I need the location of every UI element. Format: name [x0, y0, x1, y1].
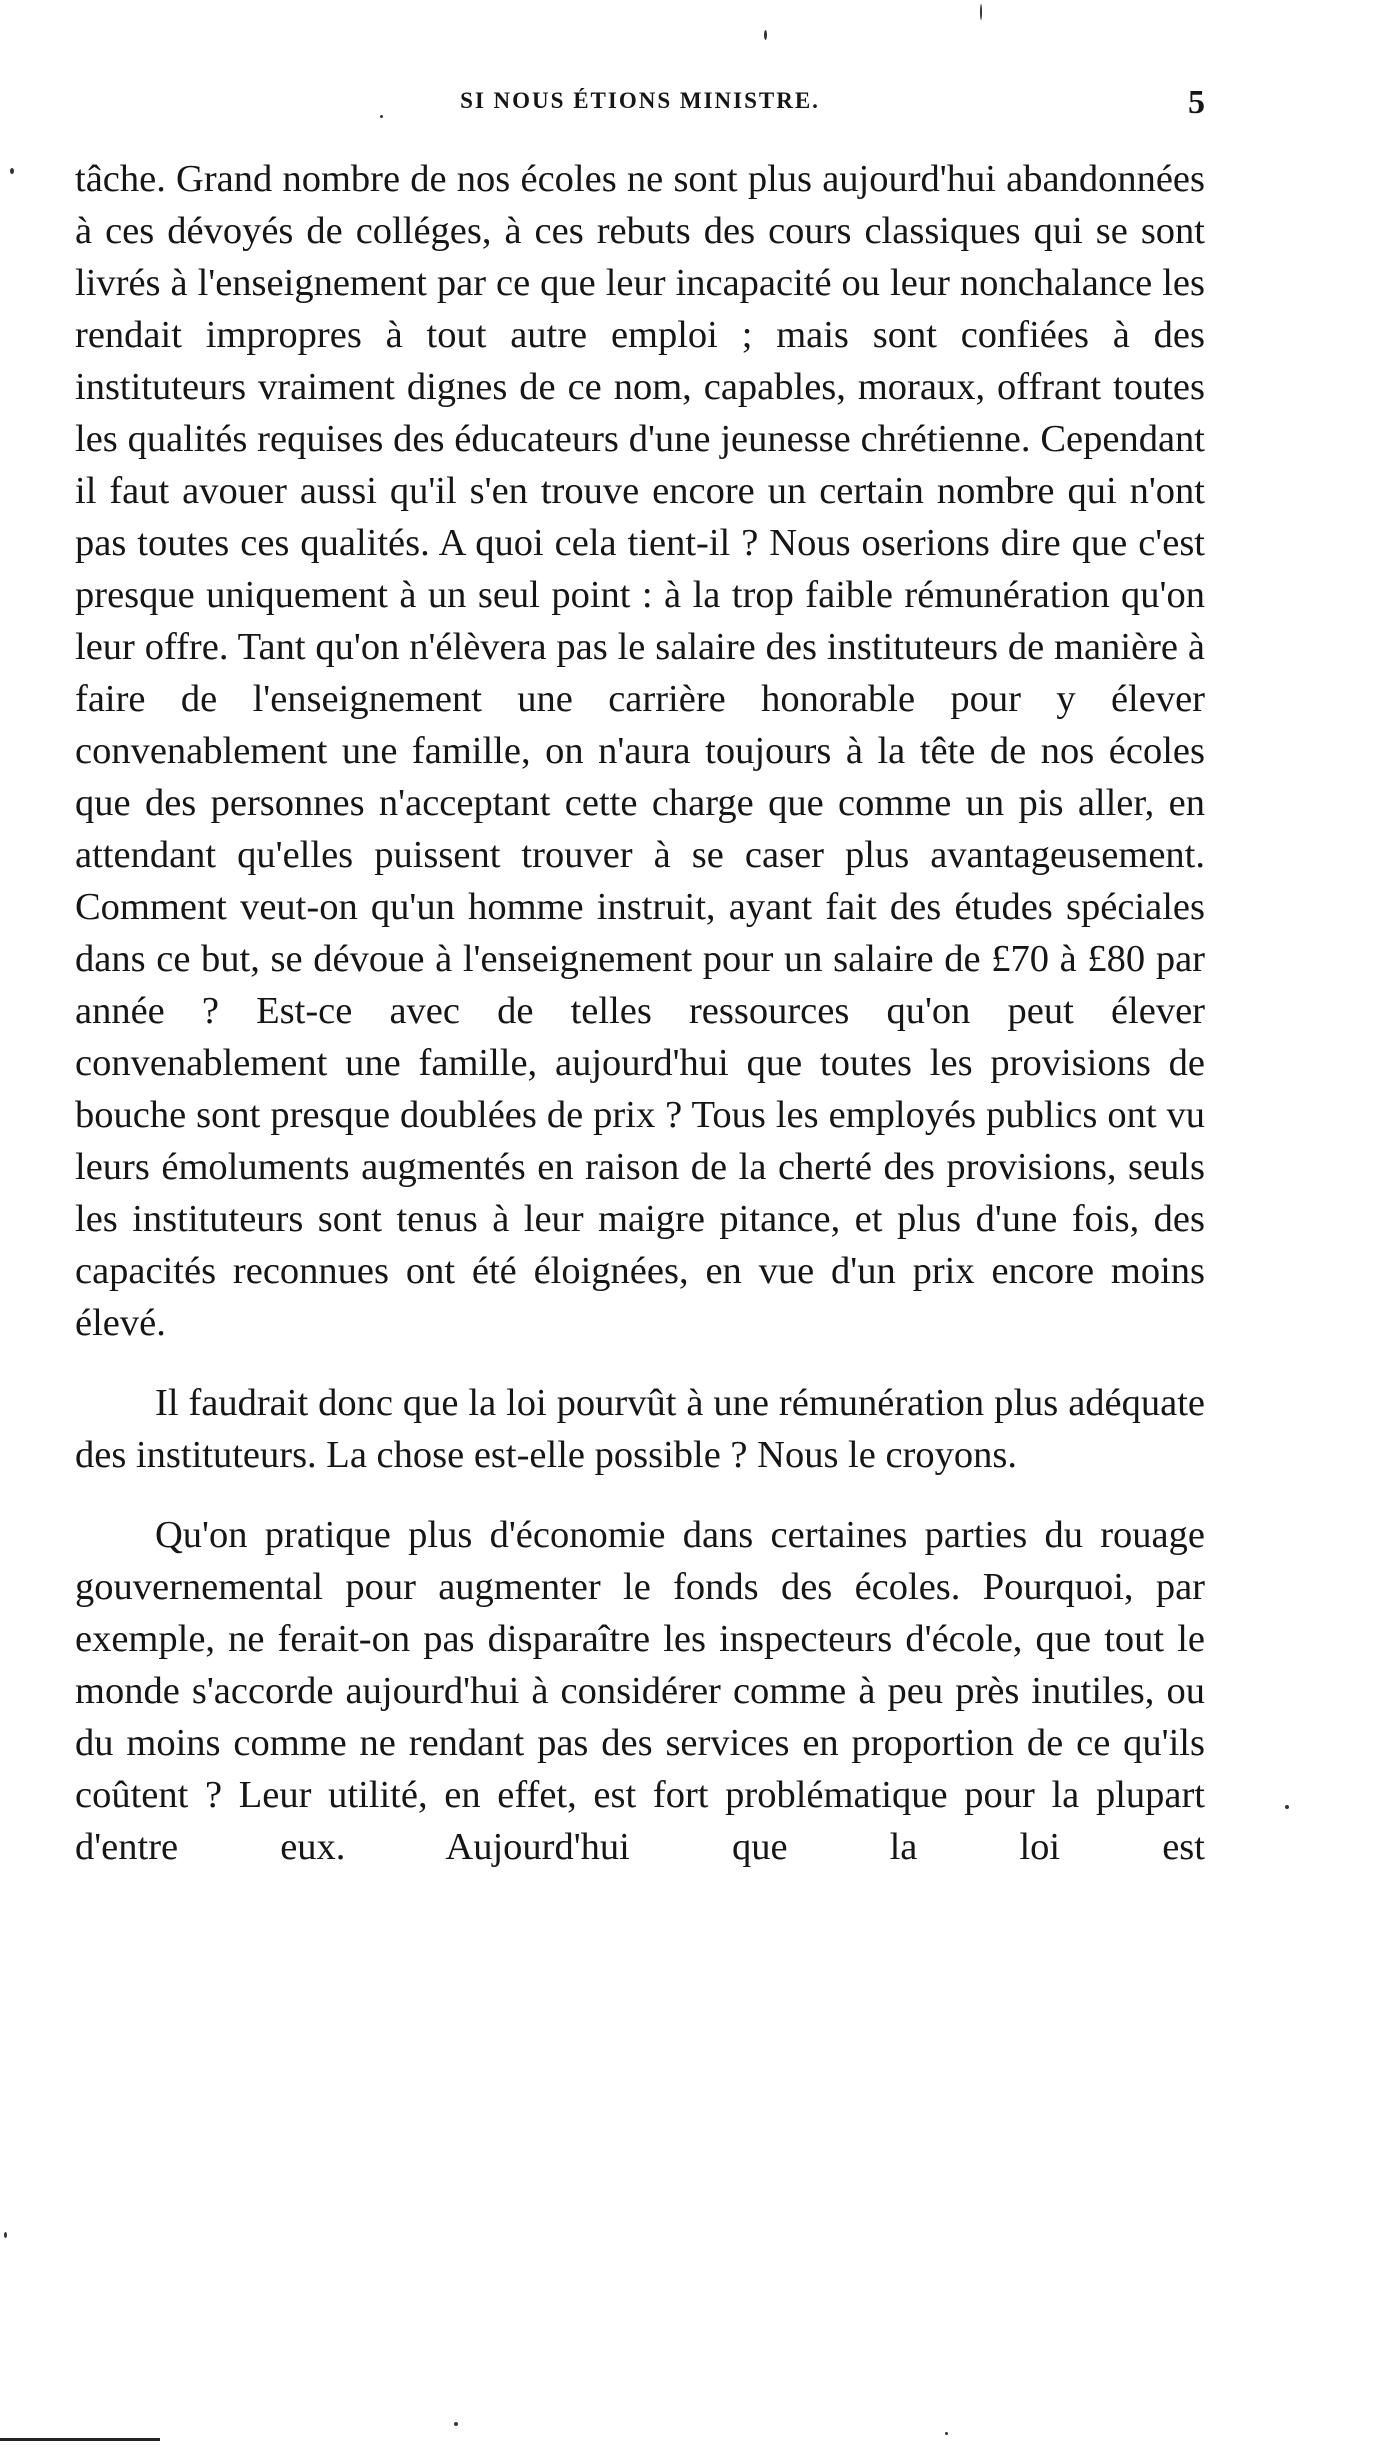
speck [945, 2432, 948, 2435]
speck [4, 2232, 7, 2238]
page-edge-line [0, 2438, 160, 2441]
speck [980, 4, 982, 20]
paragraph-3: Qu'on pratique plus d'économie dans certaines parties du rouage gouvernemental pour augmenter le fonds des écoles. Pourquoi, par exemple, ne ferait-on pas disparaître les inspecteurs d'école, que tout le monde s'accorde aujourd'hui à considérer comme à peu près inutiles, ou du moins comme ne rendant pas des services en proportion de ce qu'ils coûtent ? Leur utilité, en effet, est fort problématique pour la plupart d'entre eux. Aujourd'hui que la loi est [75, 1514, 1205, 1868]
paragraph-1: tâche. Grand nombre de nos écoles ne sont plus aujourd'hui abandonnées à ces dévoyés de colléges, à ces rebuts des cours classiques qui se sont livrés à l'enseignement par ce que leur incapacité ou leur nonchalance les rendait impropres à tout autre emploi ; mais sont confiées à des instituteurs vraiment dignes de ce nom, capables, moraux, offrant toutes les qualités requises des éducateurs d'une jeunesse chrétienne. Cependant il faut avouer aussi qu'il s'en trouve encore un certain nombre qui n'ont pas toutes ces qualités. A quoi cela tient-il ? Nous oserions dire que c'est presque uniquement à un seul point : à la trop faible rémunération qu'on leur offre. Tant qu'on n'élèvera pas le salaire des instituteurs de manière à faire de l'enseignement une carrière honorable pour y élever convenablement une famille, on n'aura toujours à la tête de nos écoles que des personnes n'acceptant cette charge que comme un pis aller, en attendant qu'elles puissent trouver à se caser plus avantageusement. Comment veut-on qu'un homme instruit, ayant fait des études spéciales dans ce but, se dévoue à l'enseignement pour un salaire de £70 à £80 par année ? Est-ce avec de telles ressources qu'on peut élever convenablement une famille, aujourd'hui que toutes les provisions de bouche sont presque doublées de prix ? Tous les employés publics ont vu leurs émoluments augmentés en raison de la cherté des provisions, seuls les instituteurs sont tenus à leur maigre pitance, et plus d'une fois, des capacités reconnues ont été éloignées, en vue d'un prix encore moins élevé. [75, 158, 1205, 1344]
body-text [75, 153, 1205, 1873]
speck [454, 2422, 458, 2426]
speck [380, 115, 383, 118]
speck [10, 168, 14, 174]
speck [764, 30, 767, 40]
paragraph-2: Il faudrait donc que la loi pourvût à une rémunération plus adéquate des instituteurs. La chose est-elle possible ? Nous le croyons. [75, 1382, 1205, 1476]
running-title: SI NOUS ÉTIONS MINISTRE. [460, 88, 820, 113]
page-number: 5 [1188, 84, 1205, 121]
speck [1285, 1805, 1289, 1809]
running-head [75, 84, 1205, 128]
